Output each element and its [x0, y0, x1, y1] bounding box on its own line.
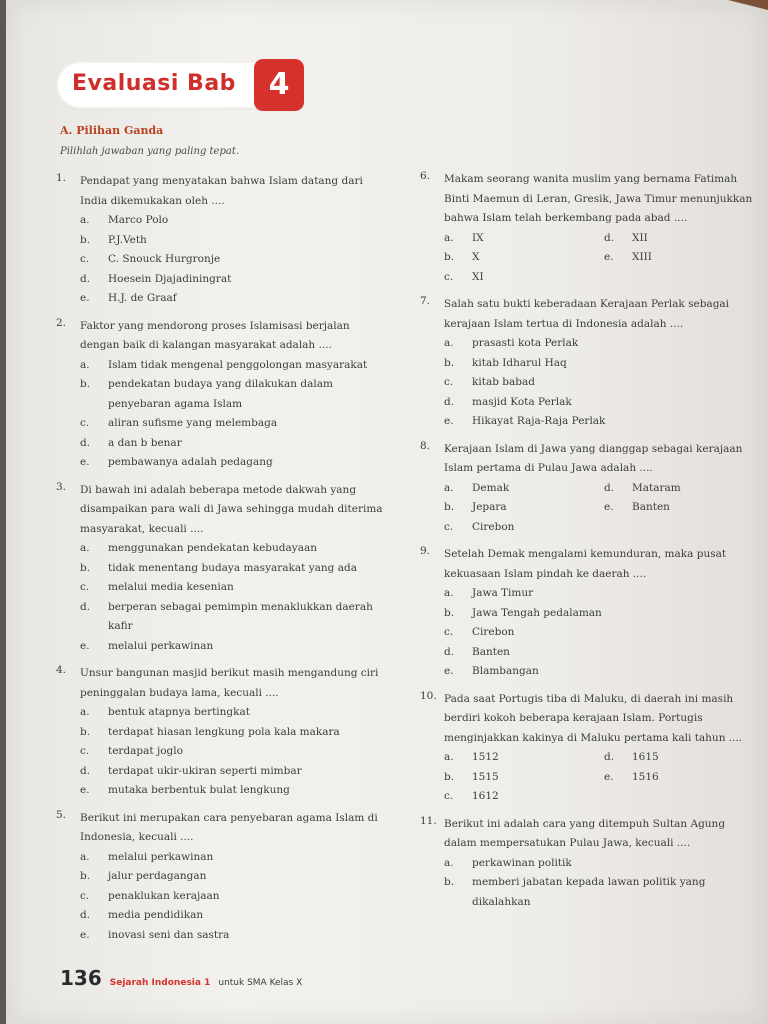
- answer-option: [444, 518, 604, 538]
- option-letter: b.: [444, 356, 455, 369]
- answer-option: [80, 848, 386, 868]
- option-text: XII: [632, 231, 648, 244]
- option-text: Marco Polo: [108, 214, 169, 226]
- chapter-header-title: Evaluasi Bab: [72, 71, 236, 96]
- option-letter: d.: [444, 645, 455, 658]
- option-text: Demak: [472, 481, 510, 494]
- option-list: [444, 334, 760, 432]
- option-letter: c.: [80, 889, 90, 902]
- option-text: menggunakan pendekatan kebudayaan: [108, 542, 317, 554]
- option-text: aliran sufisme yang melembaga: [108, 417, 278, 429]
- option-letter: e.: [80, 456, 90, 468]
- question-number: 11.: [420, 814, 437, 827]
- question-text: Unsur bangunan masjid berikut masih mengandung ciri peninggalan budaya lama, kecuali ....: [80, 667, 379, 699]
- question-text: Kerajaan Islam di Jawa yang dianggap sebagai kerajaan Islam pertama di Pulau Jawa adalah ....: [444, 442, 743, 474]
- option-letter: d.: [80, 600, 91, 613]
- option-text: Jepara: [472, 501, 507, 513]
- option-letter: c.: [444, 790, 454, 802]
- question-number: 4.: [56, 664, 67, 676]
- section-instruction: Pilihlah jawaban yang paling tepat.: [60, 146, 240, 157]
- option-text: Hoesein Djajadiningrat: [108, 272, 232, 285]
- option-letter: d.: [604, 481, 615, 494]
- question-text: Setelah Demak mengalami kemunduran, maka pusat kekuasaan Islam pindah ke daerah ....: [444, 548, 727, 580]
- question-item: [56, 809, 386, 946]
- option-text: Jawa Timur: [472, 587, 534, 599]
- option-letter: b.: [80, 378, 91, 390]
- option-text: IX: [472, 231, 484, 244]
- question-item: [56, 172, 386, 309]
- option-text: melalui perkawinan: [108, 639, 214, 652]
- answer-option: [80, 762, 386, 782]
- option-text: Banten: [632, 501, 670, 513]
- answer-option: [80, 375, 386, 414]
- answer-option: [444, 643, 760, 663]
- option-text: Blambangan: [472, 665, 539, 677]
- answer-option: [444, 498, 604, 518]
- answer-option: [80, 453, 386, 473]
- answer-option: [80, 270, 386, 290]
- question-number: 3.: [56, 480, 67, 493]
- option-letter: a.: [444, 231, 454, 244]
- answer-option: [80, 414, 386, 434]
- question-number: 5.: [56, 808, 67, 821]
- option-letter: e.: [80, 928, 90, 941]
- answer-option: [604, 768, 764, 788]
- option-text: tidak menentang budaya masyarakat yang ada: [108, 561, 357, 574]
- question-number: 6.: [420, 170, 431, 182]
- option-text: perkawinan politik: [472, 856, 572, 869]
- answer-option: [444, 584, 760, 604]
- option-text: memberi jabatan kepada lawan politik yang dikalahkan: [472, 876, 706, 908]
- option-text: Mataram: [632, 481, 681, 494]
- option-text: Cirebon: [472, 626, 515, 638]
- option-letter: c.: [80, 417, 90, 429]
- option-letter: a.: [444, 481, 454, 494]
- question-text: Makam seorang wanita muslim yang bernama Fatimah Binti Maemun di Leran, Gresik, Jawa Timur menunjukkan bahwa Islam telah berkembang pada abad ....: [444, 173, 753, 224]
- answer-option: [80, 781, 386, 801]
- option-text: bentuk atapnya bertingkat: [108, 706, 250, 718]
- option-letter: b.: [444, 501, 455, 513]
- left-column: [56, 172, 386, 953]
- answer-option: [80, 906, 386, 926]
- question-item: [56, 481, 386, 657]
- answer-option: [444, 604, 760, 624]
- answer-option: [604, 748, 764, 768]
- option-text: jalur perdagangan: [108, 870, 207, 882]
- option-letter: c.: [444, 520, 454, 533]
- option-letter: a.: [80, 358, 90, 371]
- option-letter: e.: [80, 784, 90, 796]
- option-text: Banten: [472, 645, 510, 658]
- question-number: 10.: [420, 689, 437, 702]
- option-letter: d.: [444, 395, 455, 408]
- option-letter: a.: [444, 856, 454, 869]
- option-text: Jawa Tengah pedalaman: [472, 606, 602, 619]
- answer-option: [444, 373, 760, 393]
- answer-option: [604, 248, 764, 268]
- option-letter: a.: [444, 587, 454, 599]
- book-subtitle: untuk SMA Kelas X: [218, 978, 303, 988]
- option-letter: b.: [444, 770, 455, 783]
- option-letter: e.: [604, 770, 614, 783]
- answer-option: [444, 354, 760, 374]
- book-page: [6, 0, 768, 1024]
- answer-option: [80, 211, 386, 231]
- answer-option: [444, 479, 604, 499]
- option-letter: a.: [80, 706, 90, 718]
- question-item: [420, 690, 760, 807]
- page-footer: [60, 966, 302, 990]
- answer-option: [444, 873, 760, 912]
- option-letter: e.: [80, 292, 90, 304]
- option-text: C. Snouck Hurgronje: [108, 253, 221, 265]
- answer-option: [444, 334, 760, 354]
- answer-option: [444, 662, 760, 682]
- option-letter: d.: [80, 764, 91, 777]
- option-letter: b.: [444, 251, 455, 263]
- answer-option: [444, 787, 604, 807]
- answer-option: [80, 637, 386, 657]
- question-text: Berikut ini merupakan cara penyebaran agama Islam di Indonesia, kecuali ....: [80, 811, 378, 843]
- option-list: [80, 211, 386, 309]
- option-letter: b.: [80, 725, 91, 738]
- question-number: 8.: [420, 439, 431, 452]
- option-text: penaklukan kerajaan: [108, 889, 220, 902]
- option-text: a dan b benar: [108, 436, 182, 449]
- option-text: inovasi seni dan sastra: [108, 928, 230, 941]
- option-text: berperan sebagai pemimpin menaklukkan daerah kafir: [108, 600, 373, 632]
- option-letter: e.: [80, 639, 90, 652]
- question-item: [56, 664, 386, 801]
- option-text: melalui media kesenian: [108, 581, 234, 593]
- option-text: pendekatan budaya yang dilakukan dalam penyebaran agama Islam: [108, 378, 333, 410]
- option-text: terdapat hiasan lengkung pola kala makara: [108, 725, 340, 738]
- answer-option: [444, 768, 604, 788]
- answer-option: [444, 854, 760, 874]
- right-column: [420, 170, 760, 920]
- chapter-number-badge: 4: [254, 59, 304, 111]
- option-text: XI: [472, 270, 484, 283]
- option-text: 1516: [632, 770, 659, 783]
- option-text: masjid Kota Perlak: [472, 395, 572, 408]
- option-letter: b.: [444, 876, 455, 888]
- option-letter: c.: [444, 626, 454, 638]
- question-item: [420, 170, 760, 287]
- option-letter: d.: [604, 751, 615, 763]
- option-text: Islam tidak mengenal penggolongan masyarakat: [108, 358, 368, 371]
- answer-option: [604, 498, 764, 518]
- answer-option: [444, 393, 760, 413]
- answer-option: [80, 578, 386, 598]
- option-grid: [444, 229, 760, 288]
- option-letter: a.: [444, 337, 454, 349]
- option-list: [80, 539, 386, 656]
- answer-option: [444, 412, 760, 432]
- question-item: [420, 545, 760, 682]
- option-letter: d.: [80, 272, 91, 285]
- option-text: terdapat ukir-ukiran seperti mimbar: [108, 764, 302, 777]
- chapter-header: [58, 63, 304, 107]
- option-text: X: [472, 251, 480, 263]
- option-text: P.J.Veth: [108, 233, 147, 246]
- answer-option: [80, 926, 386, 946]
- answer-option: [80, 867, 386, 887]
- question-number: 2.: [56, 316, 67, 329]
- option-letter: a.: [444, 751, 454, 763]
- option-letter: d.: [80, 436, 91, 449]
- option-text: 1615: [632, 751, 659, 763]
- option-letter: d.: [604, 231, 615, 244]
- answer-option: [80, 723, 386, 743]
- question-item: [420, 440, 760, 538]
- option-letter: a.: [80, 850, 90, 863]
- question-text: Di bawah ini adalah beberapa metode dakwah yang disampaikan para wali di Jawa sehingga mudah diterima masyarakat, kecuali ....: [80, 483, 383, 535]
- option-letter: e.: [444, 665, 454, 677]
- option-text: terdapat joglo: [108, 745, 183, 757]
- option-letter: e.: [604, 501, 614, 513]
- option-letter: a.: [80, 542, 90, 554]
- option-text: prasasti kota Perlak: [472, 337, 579, 349]
- option-list: [444, 584, 760, 682]
- option-list: [80, 356, 386, 473]
- option-grid: [444, 748, 760, 807]
- option-text: XIII: [632, 251, 652, 263]
- option-grid: [444, 479, 760, 538]
- option-text: 1515: [472, 770, 499, 783]
- question-item: [56, 317, 386, 473]
- answer-option: [80, 356, 386, 376]
- option-text: H.J. de Graaf: [108, 292, 177, 304]
- question-number: 7.: [420, 295, 431, 307]
- option-letter: e.: [444, 415, 454, 427]
- option-text: Cirebon: [472, 520, 515, 533]
- option-list: [80, 703, 386, 801]
- option-list: [80, 848, 386, 946]
- question-text: Faktor yang mendorong proses Islamisasi berjalan dengan baik di kalangan masyarakat adalah ....: [80, 319, 350, 351]
- question-number: 9.: [420, 545, 431, 557]
- option-letter: a.: [80, 214, 90, 226]
- answer-option: [80, 703, 386, 723]
- option-text: 1512: [472, 751, 499, 763]
- page-corner: [728, 0, 768, 10]
- book-title: Sejarah Indonesia 1: [109, 978, 211, 988]
- answer-option: [80, 742, 386, 762]
- option-letter: c.: [80, 745, 90, 757]
- answer-option: [444, 268, 604, 288]
- option-letter: b.: [80, 561, 91, 574]
- answer-option: [80, 539, 386, 559]
- answer-option: [444, 248, 604, 268]
- answer-option: [80, 231, 386, 251]
- option-text: pembawanya adalah pedagang: [108, 456, 273, 468]
- option-letter: b.: [444, 606, 455, 619]
- option-letter: c.: [444, 270, 454, 283]
- answer-option: [80, 887, 386, 907]
- question-item: [420, 295, 760, 432]
- option-text: Hikayat Raja-Raja Perlak: [472, 415, 606, 427]
- option-letter: d.: [80, 909, 91, 921]
- question-text: Pada saat Portugis tiba di Maluku, di daerah ini masih berdiri kokoh beberapa kerajaan Islam. Portugis menginjakkan kakinya di Maluku pertama kali tahun ....: [444, 692, 743, 744]
- answer-option: [444, 229, 604, 249]
- answer-option: [80, 598, 386, 637]
- option-letter: c.: [444, 376, 454, 388]
- answer-option: [80, 434, 386, 454]
- answer-option: [604, 479, 764, 499]
- question-text: Berikut ini adalah cara yang ditempuh Sultan Agung dalam mempersatukan Pulau Jawa, kecuali ....: [444, 817, 726, 849]
- answer-option: [444, 623, 760, 643]
- option-text: kitab Idharul Haq: [472, 356, 567, 369]
- question-text: Pendapat yang menyatakan bahwa Islam datang dari India dikemukakan oleh ....: [80, 175, 363, 207]
- option-text: 1612: [472, 790, 499, 802]
- option-letter: c.: [80, 581, 90, 593]
- option-text: media pendidikan: [108, 909, 204, 921]
- question-item: [420, 815, 760, 913]
- answer-option: [604, 229, 764, 249]
- question-text: Salah satu bukti keberadaan Kerajaan Perlak sebagai kerajaan Islam tertua di Indonesia adalah ....: [444, 298, 730, 330]
- answer-option: [80, 559, 386, 579]
- page-number: 136: [60, 966, 102, 990]
- option-list: [444, 854, 760, 913]
- option-letter: b.: [80, 870, 91, 882]
- option-letter: b.: [80, 233, 91, 246]
- option-letter: e.: [604, 251, 614, 263]
- question-number: 1.: [56, 172, 67, 184]
- answer-option: [80, 289, 386, 309]
- section-title: A. Pilihan Ganda: [60, 124, 164, 137]
- option-text: melalui perkawinan: [108, 850, 214, 863]
- option-text: kitab babad: [472, 376, 535, 388]
- option-text: mutaka berbentuk bulat lengkung: [108, 784, 290, 796]
- answer-option: [444, 748, 604, 768]
- answer-option: [80, 250, 386, 270]
- option-letter: c.: [80, 253, 90, 265]
